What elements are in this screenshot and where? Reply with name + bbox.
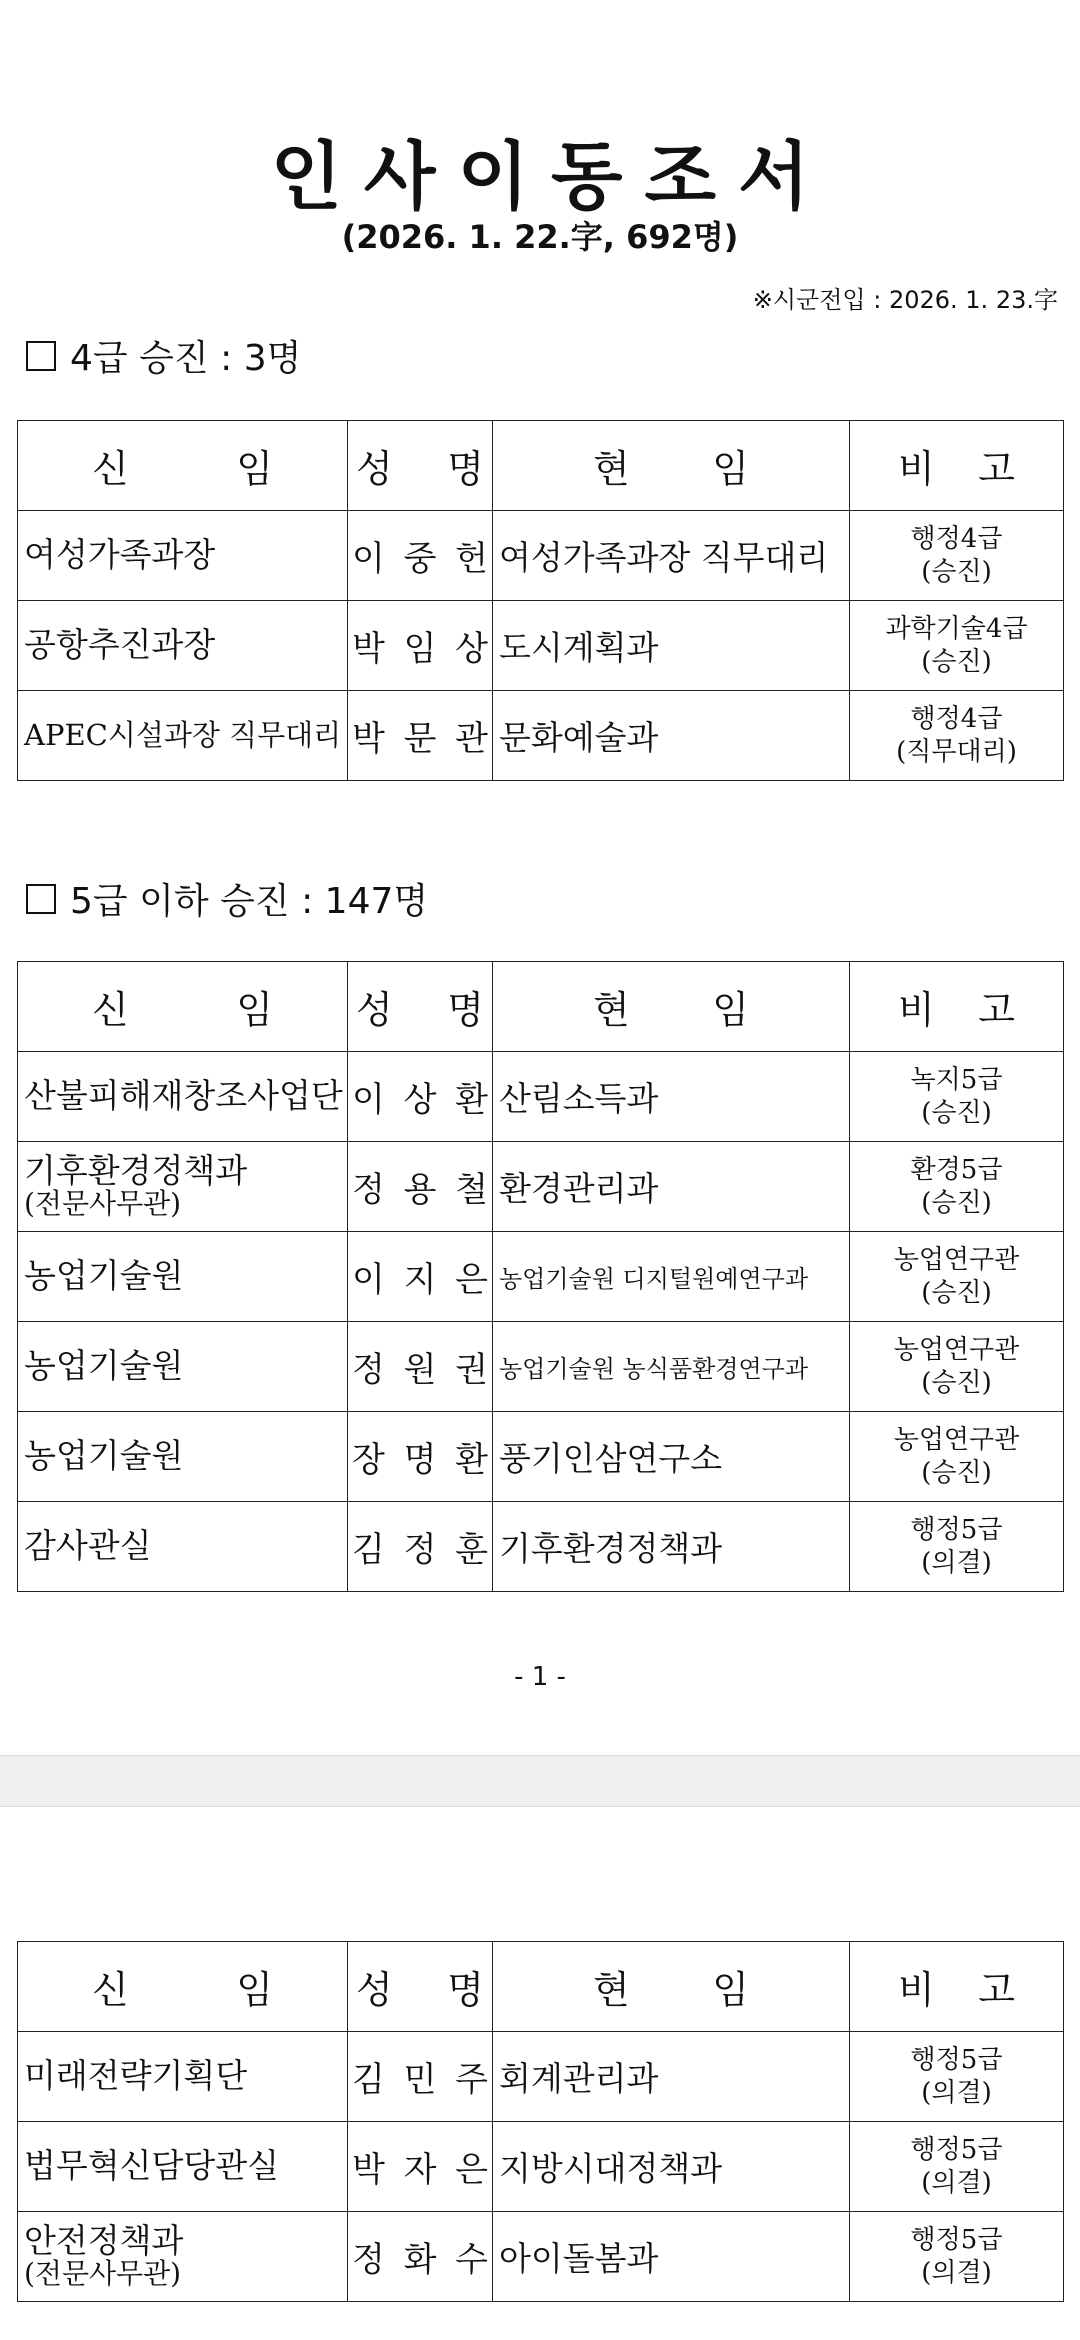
document-subtitle: (2026. 1. 22.字, 692명) xyxy=(341,218,739,256)
cell-remarks: 농업연구관 (승진) xyxy=(850,1232,1064,1322)
table-row xyxy=(18,2212,1064,2302)
table-header-row xyxy=(18,1942,1064,2032)
cell-remarks: 행정5급 (의결) xyxy=(850,2032,1064,2122)
cell-current-post: 아이돌봄과 xyxy=(493,2212,850,2302)
table-header-row xyxy=(18,421,1064,511)
header-name: 성 명 xyxy=(348,1942,493,2032)
header-remarks: 비 고 xyxy=(850,962,1064,1052)
cell-new-post: 농업기술원 xyxy=(18,1412,348,1502)
transfer-note: ※시군전입 : 2026. 1. 23.字 xyxy=(752,286,1058,314)
cell-current-post: 도시계획과 xyxy=(493,601,850,691)
table-row xyxy=(18,2032,1064,2122)
cell-name: 정 화 수 xyxy=(348,2212,493,2302)
page-number: - 1 - xyxy=(514,1662,566,1692)
table-row xyxy=(18,601,1064,691)
cell-current-post: 산림소득과 xyxy=(493,1052,850,1142)
cell-current-post: 농업기술원 디지털원예연구과 xyxy=(493,1232,850,1322)
table-row xyxy=(18,1322,1064,1412)
roster-table-grade4 xyxy=(17,420,1064,781)
cell-name: 이 중 헌 xyxy=(348,511,493,601)
cell-remarks: 과학기술4급 (승진) xyxy=(850,601,1064,691)
cell-current-post: 문화예술과 xyxy=(493,691,850,781)
cell-name: 박 임 상 xyxy=(348,601,493,691)
cell-current-post: 회계관리과 xyxy=(493,2032,850,2122)
header-new-post: 신 임 xyxy=(18,962,348,1052)
table-row xyxy=(18,2122,1064,2212)
cell-remarks: 행정5급 (의결) xyxy=(850,2212,1064,2302)
header-current: 현 임 xyxy=(493,421,850,511)
cell-remarks: 녹지5급 (승진) xyxy=(850,1052,1064,1142)
cell-name: 정 용 철 xyxy=(348,1142,493,1232)
cell-remarks: 농업연구관 (승진) xyxy=(850,1412,1064,1502)
table-row xyxy=(18,1052,1064,1142)
header-current: 현 임 xyxy=(493,1942,850,2032)
checkbox-icon xyxy=(26,884,56,914)
cell-new-post: 여성가족과장 xyxy=(18,511,348,601)
cell-name: 장 명 환 xyxy=(348,1412,493,1502)
cell-new-post: APEC시설과장 직무대리 xyxy=(18,691,348,781)
header-new-post: 신 임 xyxy=(18,421,348,511)
cell-current-post: 농업기술원 농식품환경연구과 xyxy=(493,1322,850,1412)
table-row xyxy=(18,511,1064,601)
cell-current-post: 지방시대정책과 xyxy=(493,2122,850,2212)
cell-remarks: 농업연구관 (승진) xyxy=(850,1322,1064,1412)
cell-name: 김 민 주 xyxy=(348,2032,493,2122)
table-row xyxy=(18,1502,1064,1592)
header-remarks: 비 고 xyxy=(850,421,1064,511)
roster-table-continued xyxy=(17,1941,1064,2302)
cell-name: 이 지 은 xyxy=(348,1232,493,1322)
cell-current-post: 기후환경정책과 xyxy=(493,1502,850,1592)
cell-name: 김 정 훈 xyxy=(348,1502,493,1592)
section-heading-label: 4급 승진 : 3명 xyxy=(70,338,302,379)
section-heading-grade4 xyxy=(26,330,301,381)
header-name: 성 명 xyxy=(348,962,493,1052)
cell-new-post: 미래전략기획단 xyxy=(18,2032,348,2122)
header-name: 성 명 xyxy=(348,421,493,511)
cell-new-post: 법무혁신담당관실 xyxy=(18,2122,348,2212)
cell-name: 정 원 권 xyxy=(348,1322,493,1412)
cell-remarks: 행정5급 (의결) xyxy=(850,2122,1064,2212)
cell-new-post: 기후환경정책과 (전문사무관) xyxy=(18,1142,348,1232)
checkbox-icon xyxy=(26,341,56,371)
section-heading-grade5 xyxy=(26,873,428,924)
cell-current-post: 풍기인삼연구소 xyxy=(493,1412,850,1502)
cell-remarks: 행정4급 (직무대리) xyxy=(850,691,1064,781)
table-row xyxy=(18,1232,1064,1322)
cell-remarks: 환경5급 (승진) xyxy=(850,1142,1064,1232)
cell-remarks: 행정4급 (승진) xyxy=(850,511,1064,601)
table-row xyxy=(18,1412,1064,1502)
cell-new-post: 산불피해재창조사업단 xyxy=(18,1052,348,1142)
table-header-row xyxy=(18,962,1064,1052)
document-page-2 xyxy=(0,1807,1080,2340)
header-remarks: 비 고 xyxy=(850,1942,1064,2032)
section-heading-label: 5급 이하 승진 : 147명 xyxy=(70,881,429,922)
cell-current-post: 환경관리과 xyxy=(493,1142,850,1232)
cell-remarks: 행정5급 (의결) xyxy=(850,1502,1064,1592)
cell-current-post: 여성가족과장 직무대리 xyxy=(493,511,850,601)
cell-name: 박 문 관 xyxy=(348,691,493,781)
page-separator xyxy=(0,1755,1080,1807)
roster-table-grade5 xyxy=(17,961,1064,1592)
cell-new-post: 공항추진과장 xyxy=(18,601,348,691)
table-row xyxy=(18,1142,1064,1232)
table-row xyxy=(18,691,1064,781)
cell-new-post: 농업기술원 xyxy=(18,1232,348,1322)
cell-new-post: 안전정책과 (전문사무관) xyxy=(18,2212,348,2302)
cell-new-post: 농업기술원 xyxy=(18,1322,348,1412)
cell-name: 박 자 은 xyxy=(348,2122,493,2212)
header-new-post: 신 임 xyxy=(18,1942,348,2032)
document-title: 인사이동조서 xyxy=(270,134,832,220)
header-current: 현 임 xyxy=(493,962,850,1052)
cell-name: 이 상 환 xyxy=(348,1052,493,1142)
cell-new-post: 감사관실 xyxy=(18,1502,348,1592)
